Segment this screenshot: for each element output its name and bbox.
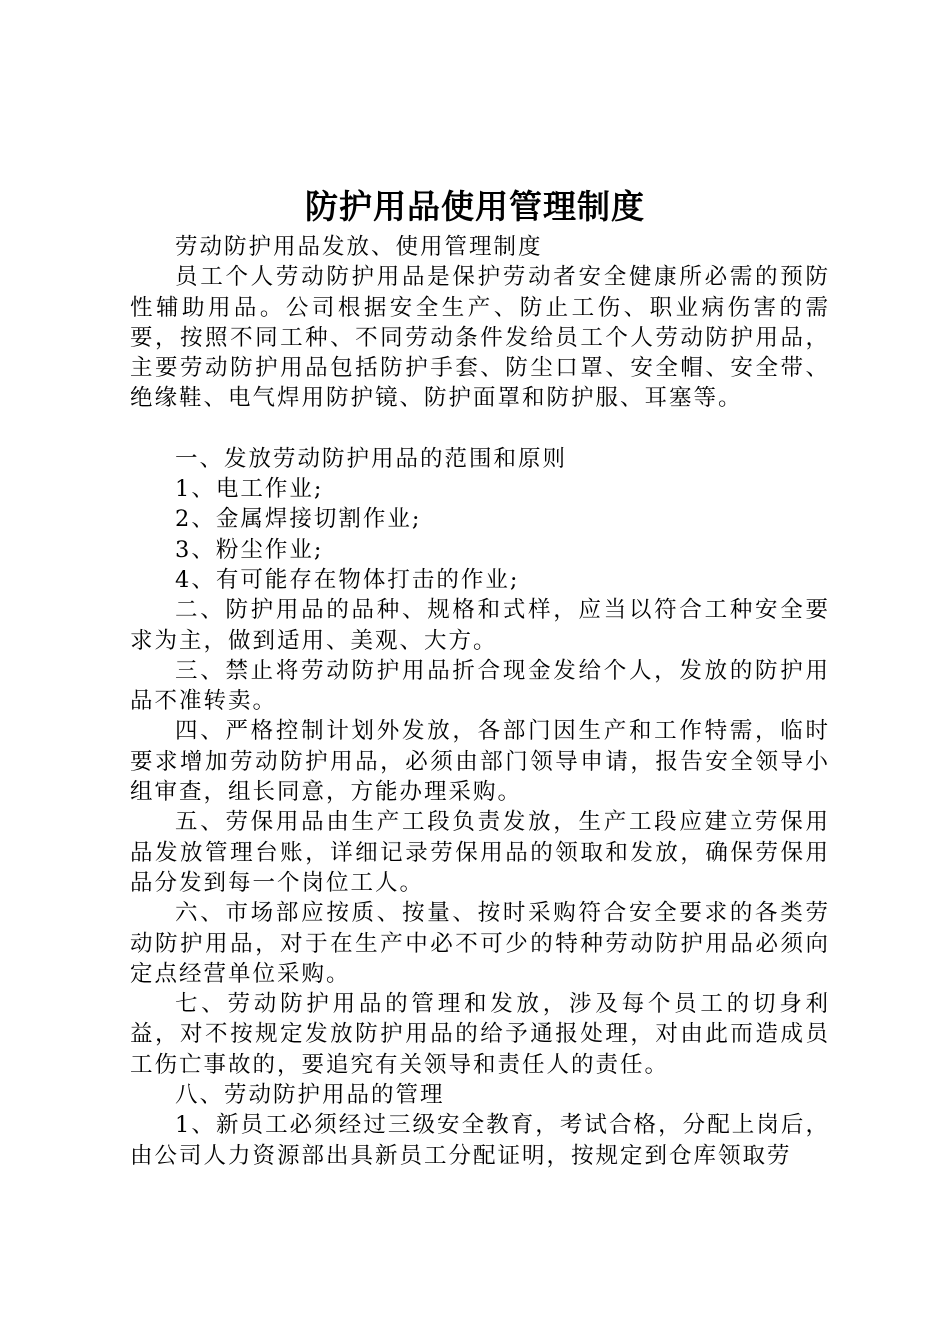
paragraph-section-5: 五、劳保用品由生产工段负责发放，生产工段应建立劳保用品发放管理台账，详细记录劳保用品的领取和发放，确保劳保用品分发到每一个岗位工人。 [130,809,830,896]
list-item: 4、有可能存在物体打击的作业; [175,566,520,593]
paragraph-section-4: 四、严格控制计划外发放，各部门因生产和工作特需，临时要求增加劳动防护用品，必须由部门领导申请，报告安全领导小组审查，组长同意，方能办理采购。 [130,718,830,806]
paragraph-section-8-item-1: 1、新员工必须经过三级安全教育，考试合格，分配上岗后，由公司人力资源部出具新员工分配证明，按规定到仓库领取劳 [130,1112,830,1169]
paragraph-intro: 员工个人劳动防护用品是保护劳动者安全健康所必需的预防性辅助用品。公司根据安全生产、防止工伤、职业病伤害的需要，按照不同工种、不同劳动条件发给员工个人劳动防护用品，主要劳动防护用品包括防护手套、防尘口罩、安全帽、安全带、绝缘鞋、电气焊用防护镜、防护面罩和防护服、耳塞等。 [130,264,830,412]
paragraph-section-3: 三、禁止将劳动防护用品折合现金发给个人，发放的防护用品不准转卖。 [130,657,830,715]
section-heading-8: 八、劳动防护用品的管理 [175,1082,445,1109]
document-title: 防护用品使用管理制度 [305,187,645,226]
list-item: 1、电工作业; [175,476,324,503]
paragraph-section-2: 二、防护用品的品种、规格和式样，应当以符合工种安全要求为主，做到适用、美观、大方。 [130,597,830,654]
section-heading-1: 一、发放劳动防护用品的范围和原则 [175,445,568,472]
paragraph-section-7: 七、劳动防护用品的管理和发放，涉及每个员工的切身利益，对不按规定发放防护用品的给予通报处理，对由此而造成员工伤亡事故的，要追究有关领导和责任人的责任。 [130,991,830,1078]
paragraph-section-6: 六、市场部应按质、按量、按时采购符合安全要求的各类劳动防护用品，对于在生产中必不可少的特种劳动防护用品必须向定点经营单位采购。 [130,900,830,987]
document-body [130,232,830,1171]
list-item: 2、金属焊接切割作业; [175,506,422,533]
list-item: 3、粉尘作业; [175,536,324,563]
paragraph-subtitle: 劳动防护用品发放、使用管理制度 [175,234,543,260]
